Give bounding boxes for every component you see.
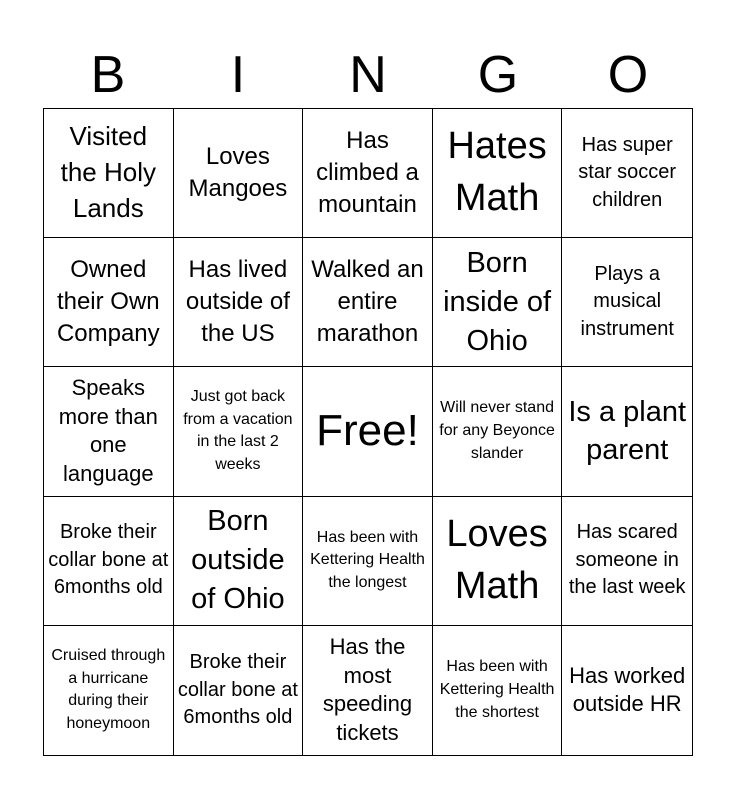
header-letter-g: G — [477, 46, 519, 104]
bingo-cell[interactable] — [303, 238, 433, 367]
cell-text: Broke their collar bone at 6months old — [48, 521, 169, 599]
bingo-cell[interactable] — [562, 238, 692, 367]
cell-text: Has been with Kettering Health the shortest — [439, 658, 555, 721]
bingo-cell[interactable] — [174, 367, 304, 496]
cell-text: Has the most speeding tickets — [322, 634, 413, 745]
bingo-cell[interactable] — [433, 497, 563, 626]
cell-text: Walked an entire marathon — [311, 255, 424, 348]
header-letter-i: I — [230, 46, 246, 104]
cell-text: Has scared someone in the last week — [568, 521, 686, 599]
bingo-board — [43, 108, 693, 756]
cell-text: Just got back from a vacation in the last 2 weeks — [183, 388, 293, 474]
bingo-cell[interactable] — [174, 238, 304, 367]
cell-text: Cruised through a hurricane during their honeymoon — [51, 646, 166, 733]
cell-text: Visited the Holy Lands — [60, 121, 156, 224]
cell-text: Has lived outside of the US — [185, 255, 290, 348]
bingo-cell[interactable] — [174, 626, 304, 755]
cell-text: Hates Math — [447, 125, 547, 220]
bingo-cell[interactable] — [174, 497, 304, 626]
cell-text: Has super star soccer children — [578, 133, 677, 211]
bingo-cell[interactable] — [44, 109, 174, 238]
cell-text: Plays a musical instrument — [580, 262, 674, 341]
cell-text: Will never stand for any Beyonce slander — [439, 399, 555, 462]
bingo-cell[interactable] — [303, 109, 433, 238]
bingo-cell[interactable] — [433, 109, 563, 238]
bingo-cell[interactable] — [44, 238, 174, 367]
cell-text: Broke their collar bone at 6months old — [177, 651, 298, 729]
bingo-cell[interactable] — [562, 626, 692, 755]
cell-text: Loves Mangoes — [188, 142, 288, 203]
cell-text: Born outside of Ohio — [191, 505, 285, 616]
header-letter-n: N — [349, 46, 387, 104]
bingo-cell[interactable] — [562, 109, 692, 238]
header-letter-b: B — [90, 46, 126, 104]
bingo-cell[interactable] — [44, 497, 174, 626]
cell-text: Loves Math — [446, 513, 548, 607]
bingo-cell[interactable] — [44, 626, 174, 755]
bingo-cell[interactable] — [174, 109, 304, 238]
cell-text: Has been with Kettering Health the longest — [310, 528, 425, 592]
bingo-cell[interactable] — [433, 626, 563, 755]
bingo-cell[interactable] — [562, 497, 692, 626]
bingo-cell[interactable] — [44, 367, 174, 496]
cell-text: Owned their Own Company — [56, 255, 160, 348]
bingo-header — [43, 42, 693, 108]
header-letter-o: O — [607, 46, 649, 104]
bingo-cell[interactable] — [562, 367, 692, 496]
bingo-cell[interactable] — [303, 497, 433, 626]
cell-text: Has worked outside HR — [569, 662, 686, 717]
cell-text: Has climbed a mountain — [316, 126, 419, 219]
bingo-cell[interactable] — [303, 626, 433, 755]
cell-text: Is a plant parent — [568, 395, 687, 467]
free-space-cell[interactable] — [303, 367, 433, 496]
bingo-cell[interactable] — [433, 238, 563, 367]
free-space-text: Free! — [316, 406, 419, 456]
cell-text: Born inside of Ohio — [443, 247, 552, 357]
bingo-cell[interactable] — [433, 367, 563, 496]
cell-text: Speaks more than one language — [58, 375, 158, 487]
